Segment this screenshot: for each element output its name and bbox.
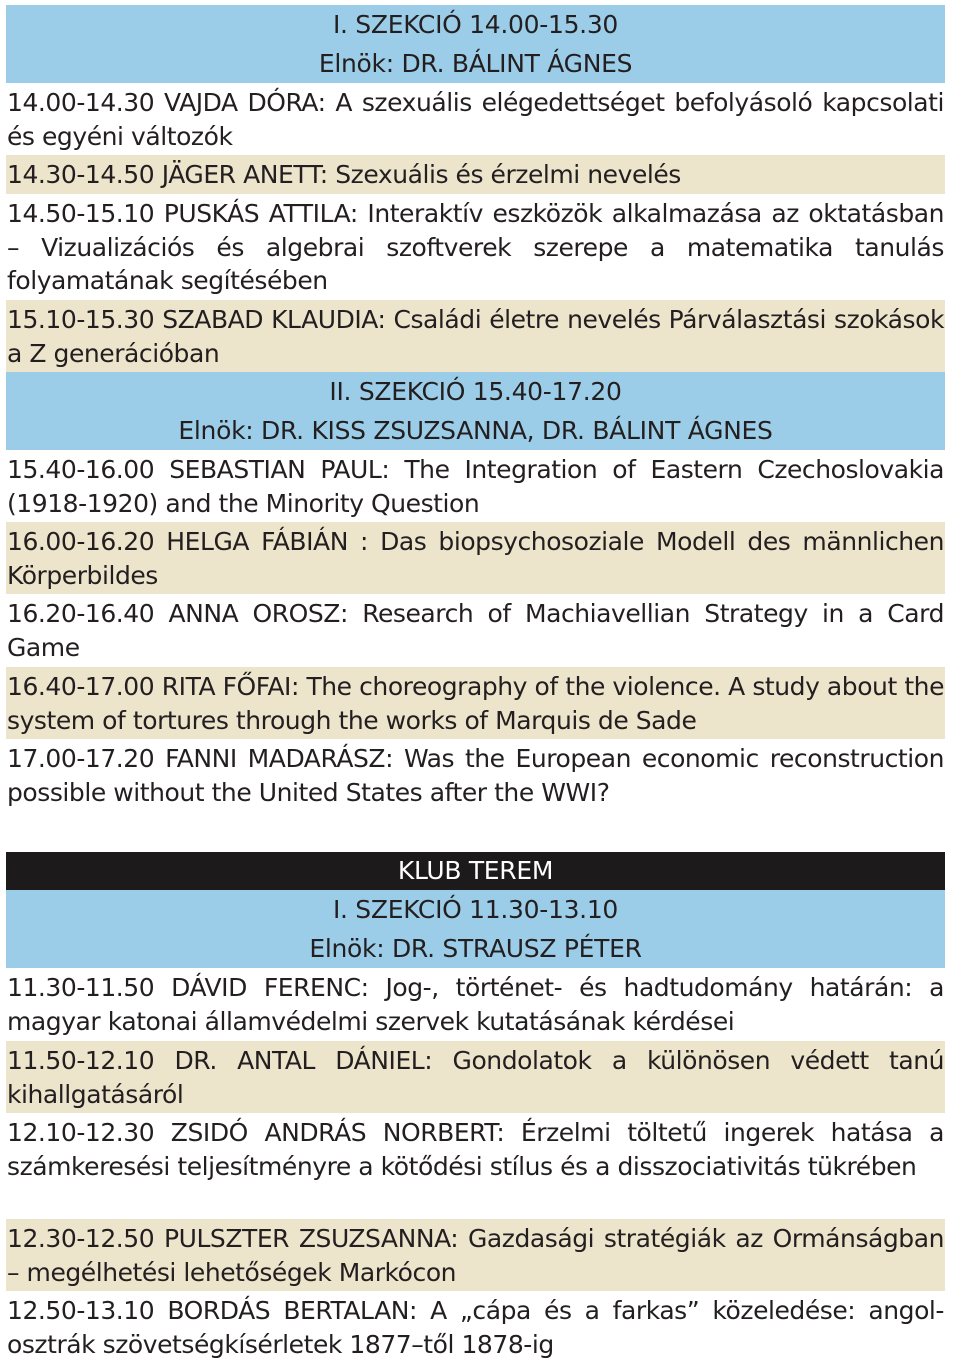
talk-text: 15.40-16.00 SEBASTIAN PAUL: The Integration of Eastern Czechoslovakia (1918-1920) and the Minority Question — [7, 455, 944, 518]
section-title: I. SZEKCIÓ 11.30-13.10 — [332, 895, 619, 924]
talk-text: 14.30-14.50 JÄGER ANETT: Szexuális és érzelmi nevelés — [7, 160, 681, 189]
talk-row — [6, 194, 945, 300]
talk-text: 11.50-12.10 DR. ANTAL DÁNIEL: Gondolatok a különösen védett tanú kihallgatásáról — [7, 1046, 944, 1109]
talk-row — [6, 83, 945, 155]
talk-text: 15.10-15.30 SZABAD KLAUDIA: Családi életre nevelés Párválasztási szokások a Z generációban — [7, 305, 944, 368]
room-title: KLUB TEREM — [6, 852, 945, 890]
talk-row — [6, 739, 945, 811]
talk-row — [6, 968, 945, 1041]
talk-row — [6, 300, 945, 372]
talk-row — [6, 1113, 945, 1219]
section-title: I. SZEKCIÓ 14.00-15.30 — [332, 10, 619, 39]
talk-row — [6, 1219, 945, 1291]
section-header — [6, 890, 945, 968]
section-1 — [6, 5, 945, 372]
talk-row — [6, 594, 945, 667]
talk-text: 12.10-12.30 ZSIDÓ ANDRÁS NORBERT: Érzelmi töltetű ingerek hatása a számkeresési teljesítményre a kötődési stílus és a disszociativitás tükrében — [7, 1118, 944, 1181]
talk-text: 16.20-16.40 ANNA OROSZ: Research of Machiavellian Strategy in a Card Game — [7, 599, 944, 662]
section-header — [6, 5, 945, 83]
talk-row — [6, 1041, 945, 1113]
talk-text: 14.50-15.10 PUSKÁS ATTILA: Interaktív eszközök alkalmazása az oktatásban – Vizualizációs és algebrai szoftverek szerepe a matematika tanulás folyamatának segítésében — [7, 199, 944, 295]
talk-text: 14.00-14.30 VAJDA DÓRA: A szexuális elégedettséget befolyásoló kapcsolati és egyéni változók — [7, 88, 944, 151]
section-chair: Elnök: DR. KISS ZSUZSANNA, DR. BÁLINT ÁGNES — [178, 416, 773, 445]
talk-text: 12.50-13.10 BORDÁS BERTALAN: A „cápa és a farkas” közeledése: angol-osztrák szövetségkísérletek 1877–től 1878-ig — [7, 1296, 944, 1359]
room-section — [6, 852, 945, 1363]
talk-row — [6, 1291, 945, 1363]
talk-row — [6, 155, 945, 194]
talk-text: 16.00-16.20 HELGA FÁBIÁN : Das biopsychosoziale Modell des männlichen Körperbildes — [7, 527, 944, 590]
talk-row — [6, 667, 945, 739]
section-2 — [6, 372, 945, 811]
section-chair: Elnök: DR. BÁLINT ÁGNES — [318, 49, 633, 78]
section-title: II. SZEKCIÓ 15.40-17.20 — [329, 377, 622, 406]
section-header — [6, 372, 945, 450]
talk-text: 17.00-17.20 FANNI MADARÁSZ: Was the European economic reconstruction possible without the United States after the WWI? — [7, 744, 944, 807]
talk-text: 12.30-12.50 PULSZTER ZSUZSANNA: Gazdasági stratégiák az Ormánságban – megélhetési lehetőségek Markócon — [7, 1224, 944, 1287]
talk-row — [6, 450, 945, 522]
section-chair: Elnök: DR. STRAUSZ PÉTER — [309, 934, 642, 963]
talk-row — [6, 522, 945, 594]
talk-text: 11.30-11.50 DÁVID FERENC: Jog-, történet- és hadtudomány határán: a magyar katonai államvédelmi szervek kutatásának kérdései — [7, 973, 944, 1036]
talk-text: 16.40-17.00 RITA FŐFAI: The choreography of the violence. A study about the system of tortures through the works of Marquis de Sade — [7, 672, 944, 735]
